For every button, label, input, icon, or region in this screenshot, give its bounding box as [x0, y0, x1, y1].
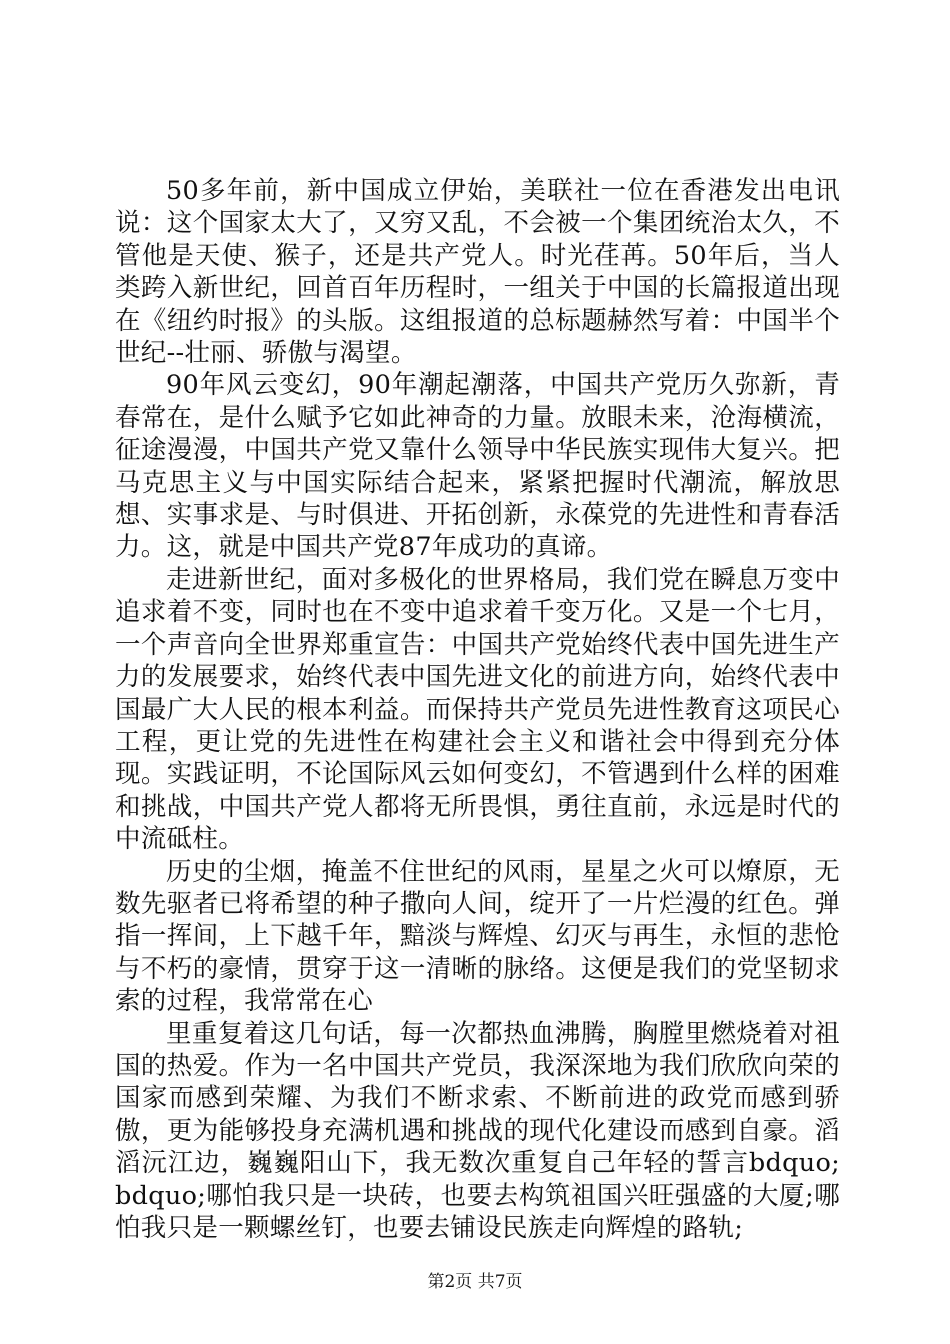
page-number-footer: 第2页 共7页: [427, 1272, 523, 1292]
paragraph-3: 走进新世纪，面对多极化的世界格局，我们党在瞬息万变中追求着不变，同时也在不变中追求着千变万化。又是一个七月，一个声音向全世界郑重宣告：中国共产党始终代表中国先进生产力的发展要求，始终代表中国先进文化的前进方向，始终代表中国最广大人民的根本利益。而保持共产党员先进性教育这项民心工程，更让党的先进性在构建社会主义和谐社会中得到充分体现。实践证明，不论国际风云如何变幻，不管遇到什么样的困难和挑战，中国共产党人都将无所畏惧，勇往直前，永远是时代的中流砥柱。: [115, 564, 840, 855]
paragraph-5: 里重复着这几句话，每一次都热血沸腾，胸膛里燃烧着对祖国的热爱。作为一名中国共产党员，我深深地为我们欣欣向荣的国家而感到荣耀、为我们不断求索、不断前进的政党而感到骄傲，更为能够投身充满机遇和挑战的现代化建设而感到自豪。滔滔沅江边，巍巍阳山下，我无数次重复自己年轻的誓言bdquo;bdquo;哪怕我只是一块砖，也要去构筑祖国兴旺强盛的大厦;哪怕我只是一颗螺丝钉，也要去铺设民族走向辉煌的路轨;: [115, 1018, 840, 1243]
paragraph-4: 历史的尘烟，掩盖不住世纪的风雨，星星之火可以燎原，无数先驱者已将希望的种子撒向人间，绽开了一片烂漫的红色。弹指一挥间，上下越千年，黯淡与辉煌、幻灭与再生，永恒的悲怆与不朽的豪情，贯穿于这一清晰的脉络。这便是我们的党坚韧求索的过程，我常常在心: [115, 856, 840, 1017]
document-body: [115, 175, 840, 1244]
paragraph-1: 50多年前，新中国成立伊始，美联社一位在香港发出电讯说：这个国家太大了，又穷又乱，不会被一个集团统治太久，不管他是天使、猴子，还是共产党人。时光荏苒。50年后，当人类跨入新世纪，回首百年历程时，一组关于中国的长篇报道出现在《纽约时报》的头版。这组报道的总标题赫然写着：中国半个世纪--壮丽、骄傲与渴望。: [115, 176, 840, 369]
paragraph-2: 90年风云变幻，90年潮起潮落，中国共产党历久弥新，青春常在，是什么赋予它如此神奇的力量。放眼未来，沧海横流，征途漫漫，中国共产党又靠什么领导中华民族实现伟大复兴。把马克思主义与中国实际结合起来，紧紧把握时代潮流，解放思想、实事求是、与时俱进、开拓创新，永葆党的先进性和青春活力。这，就是中国共产党87年成功的真谛。: [115, 370, 840, 563]
